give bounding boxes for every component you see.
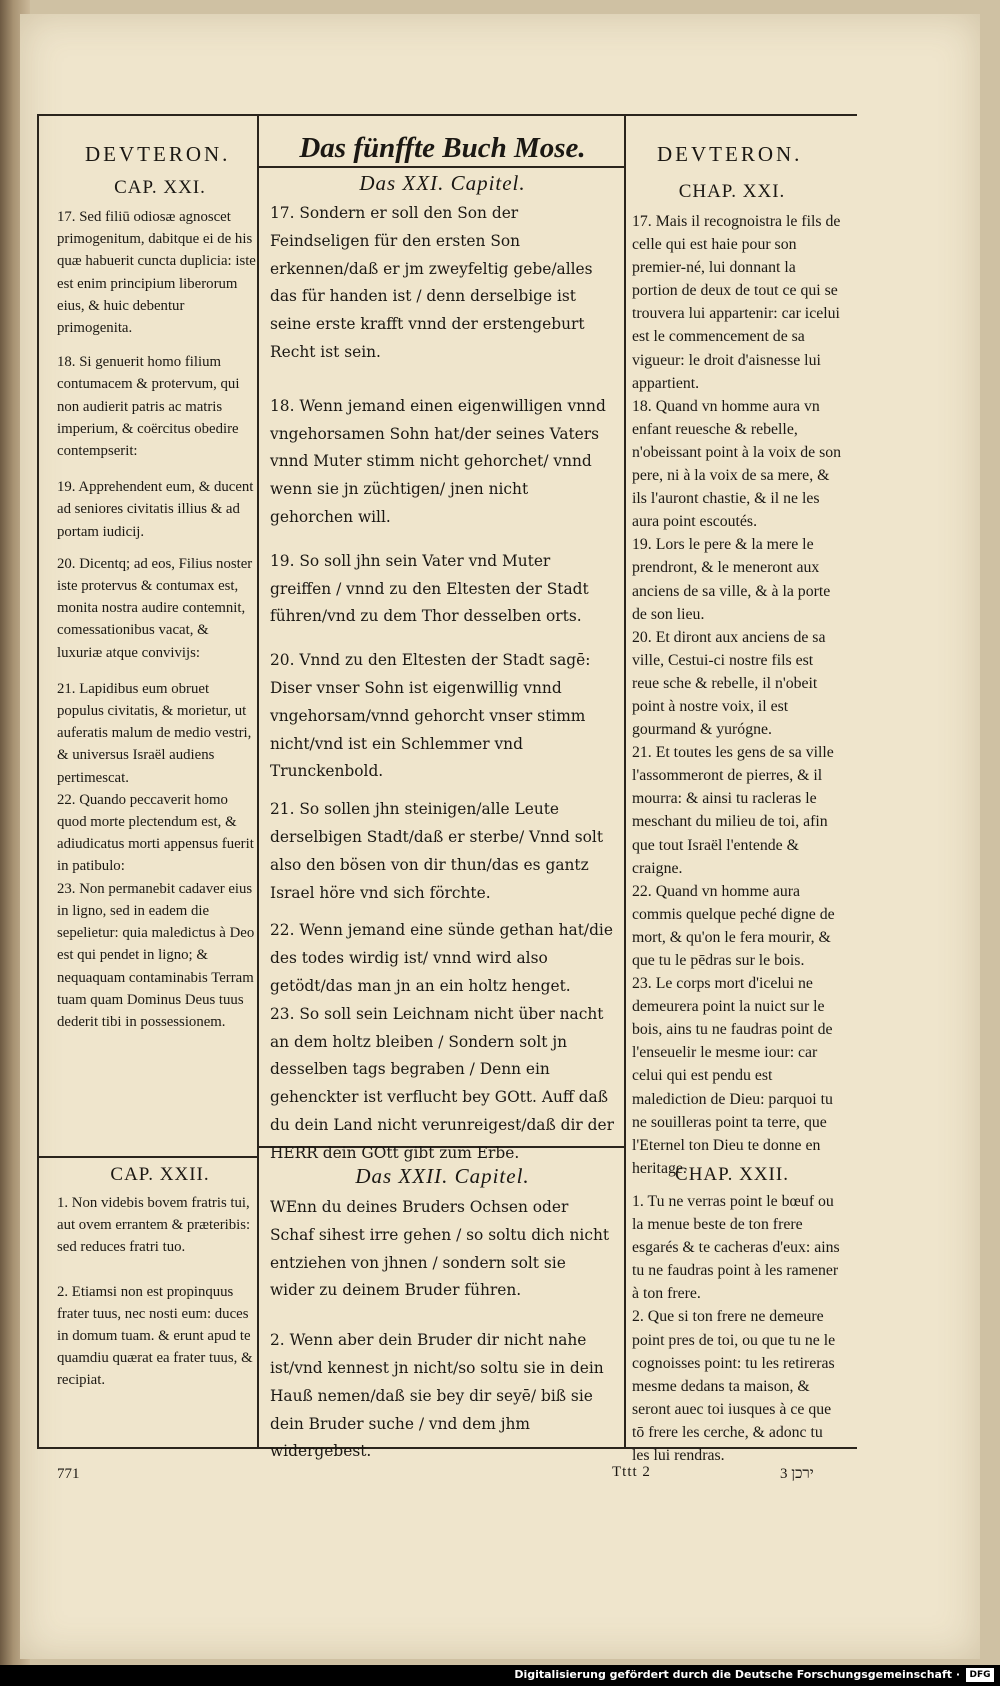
french-chapter-heading: CHAP. XXII.: [675, 1164, 789, 1185]
verse: 19. Apprehendent eum, & ducent ad seniores civitatis illius & ad portam iudicij.: [57, 479, 254, 540]
verse: 22. Quand vn homme aura commis quelque peché digne de mort, & qu'on le fera mourir, & que tu le pēdras sur le bois.: [632, 882, 835, 969]
verse: 18. Wenn jemand einen eigenwilligen vnnd vngehorsamen Sohn hat/der seines Vaters vnnd Muter stimm nicht gehorchet/ vnnd wenn sie jn züchtigen/ jnen nicht gehorchen will.: [270, 396, 606, 526]
german-chapter-heading: Das XXI. Capitel.: [359, 171, 526, 195]
latin-chapter-heading: CAP. XXII.: [110, 1164, 210, 1185]
french-column: [632, 1190, 842, 1467]
verse: 2. Wenn aber dein Bruder dir nicht nahe ist/vnd kennest jn nicht/so soltu sie in dein Hauß nemen/daß sie bey dir seyē/ biß sie dein Bruder suche / vnd dem jhm widergebest.: [270, 1331, 604, 1461]
verse: 19. Lors le pere & la mere le prendront, & le meneront aux anciens de sa ville, & à la porte de son lieu.: [632, 536, 831, 623]
book-title: Das fünffte Buch Mose.: [299, 132, 586, 164]
german-chapter-heading: Das XXII. Capitel.: [355, 1164, 530, 1188]
running-head-left: DEVTERON.: [85, 142, 231, 166]
latin-chapter-heading: CAP. XXI.: [114, 177, 206, 198]
verse: 17. Sed filiū odiosæ agnoscet primogenitum, dabitque ei de his quæ habuerit cuncta duplicia: iste est enim principium liberorum eius, & huic debentur primogenita.: [57, 209, 256, 337]
top-rule: [37, 114, 857, 116]
verse: 17. Mais il recognoistra le fils de celle qui est haie pour son premier-né, lui donnant la portion de deux de tout ce qui se trouvera lui appartenir: car icelui est le commencement de sa vigueur: le droit d'aisnesse lui appartient.: [632, 213, 841, 392]
verse: 18. Si genuerit homo filium contumacem & protervum, qui non audierit patris ac matris imperium, & coërcitus obedire contempserit:: [57, 354, 240, 460]
verse: 20. Dicentq; ad eos, Filius noster iste protervus & contumax est, monita nostra audire contemnit, comessationibus vacat, & luxuriæ atque convivijs:: [57, 555, 253, 661]
verse: 23. Non permanebit cadaver eius in ligno, sed in eadem die sepelietur: quia maledictus à Deo est qui pendet in ligno; & nequaquam contaminabis Terram tuam quam Dominus Deus tuus dederit tibi in possessionem.: [57, 880, 255, 1030]
verse: 1. Tu ne verras point le bœuf ou la menue beste de ton frere esgarés & te cacheras d'eux: ains tu ne faudras point à les ramener à ton frere.: [632, 1193, 840, 1303]
header-rule: [257, 166, 625, 168]
verse: 21. Lapidibus eum obruet populus civitatis, & morietur, ut auferatis malum de medio vestri, & universus Israël audiens pertimescat.: [57, 680, 252, 786]
left-rule: [37, 114, 39, 1449]
digitization-footer: [0, 1665, 1000, 1686]
verse: 21. So sollen jhn steinigen/alle Leute derselbigen Stadt/daß er sterbe/ Vnnd solt also den bösen von dir thun/das es gantz Israel höre vnd sich förchte.: [270, 800, 604, 902]
french-chapter-heading: CHAP. XXI.: [678, 181, 786, 202]
digitization-credit: Digitalisierung gefördert durch die Deutsche Forschungsgemeinschaft ·: [514, 1668, 960, 1681]
chapter22-rule-latin: [37, 1156, 257, 1158]
signature-mark: Tttt 2: [612, 1464, 651, 1480]
verse: 17. Sondern er soll den Son der Feindseligen für den ersten Son erkennen/daß er jm zweyfeltig gebe/alles das für handen ist / denn derselbige ist seine erste krafft vnnd der erstengeburt Recht ist sein.: [270, 204, 593, 361]
verse: 2. Etiamsi non est propinquus frater tuus, nec nosti eum: duces in domum tuam. & erunt apud te quamdiu quærat ea frater tuus, & recipiat.: [57, 1283, 253, 1389]
verse: 23. So soll sein Leichnam nicht über nacht an dem holtz bleiben / Sondern solt jn desselben tags begraben / Denn ein gehenckter ist verflucht bey GOtt. Auff daß du dein Land nicht verunreigest/daß dir der HERR dein GOtt gibt zum Erbe.: [270, 1004, 614, 1162]
book-page: [20, 14, 980, 1659]
latin-column: [57, 206, 257, 1033]
verse: 2. Que si ton frere ne demeure point pres de toi, ou que tu ne le cognoisses point: tu les retireras mesme dedans ta maison, & seront auec toi iusques à ce que tō frere les cerche, & adonc tu les lui rendras.: [632, 1308, 836, 1465]
german-column: [270, 200, 615, 1168]
verse: 1. Non videbis bovem fratris tui, aut ovem errantem & præteribis: sed reduces fratri tuo.: [57, 1195, 251, 1256]
verse: 20. Et diront aux anciens de sa ville, Cestui-ci nostre fils est reue sche & rebelle, il n'obeit point à nostre voix, il est gourmand & yurógne.: [632, 628, 826, 739]
verse: WEnn du deines Bruders Ochsen oder Schaf sihest irre gehen / so soltu dich nicht entziehen von jhnen / sondern solt sie wider zu deinem Bruder führen.: [270, 1198, 610, 1300]
verse: 21. Et toutes les gens de sa ville l'assommeront de pierres, & il mourra: & ainsi tu racleras le meschant du milieu de toi, afin que tout Israël l'entende & craigne.: [632, 744, 834, 877]
verse: 23. Le corps mort d'icelui ne demeurera point la nuict sur le bois, ains tu ne faudras point de l'enseuelir le mesme iour: car celui qui est pendu est malediction de Dieu: parquoi tu ne souilleras point ta terre, que l'Eternel ton Dieu te donne en heritage.: [632, 975, 833, 1177]
french-column: [632, 210, 842, 1180]
gutter-rule-left: [257, 114, 259, 1449]
verse: 22. Wenn jemand eine sünde gethan hat/die des todes wirdig ist/ vnnd wird also getödt/das man jn an ein holtz henget.: [270, 921, 613, 995]
gutter-rule-right: [624, 114, 626, 1449]
folio-mark: 3 ירכן: [780, 1466, 814, 1482]
german-column: [270, 1194, 615, 1466]
verse: 20. Vnnd zu den Eltesten der Stadt sagē: Diser vnser Sohn ist eigenwillig vnnd vngehorsam/vnnd gehorcht vnser stimm nicht/vnd ist ein Schlemmer vnd Trunckenbold.: [270, 651, 591, 781]
verse: 22. Quando peccaverit homo quod morte plectendum est, & adiudicatus morti appensus fuerit in patibulo:: [57, 791, 254, 875]
latin-column: [57, 1192, 257, 1392]
verse: 18. Quand vn homme aura vn enfant reuesche & rebelle, n'obeissant point à la voix de son pere, ni à la voix de sa mere, & ils l'auront chastie, & il ne les aura point escoutés.: [632, 397, 842, 531]
page-number: 771: [57, 1466, 80, 1482]
dfg-logo: DFG: [966, 1668, 994, 1682]
running-head-right: DEVTERON.: [657, 142, 803, 166]
verse: 19. So soll jhn sein Vater vnd Muter greiffen / vnnd zu den Eltesten der Stadt führen/vnd zu dem Thor desselben orts.: [270, 551, 589, 626]
